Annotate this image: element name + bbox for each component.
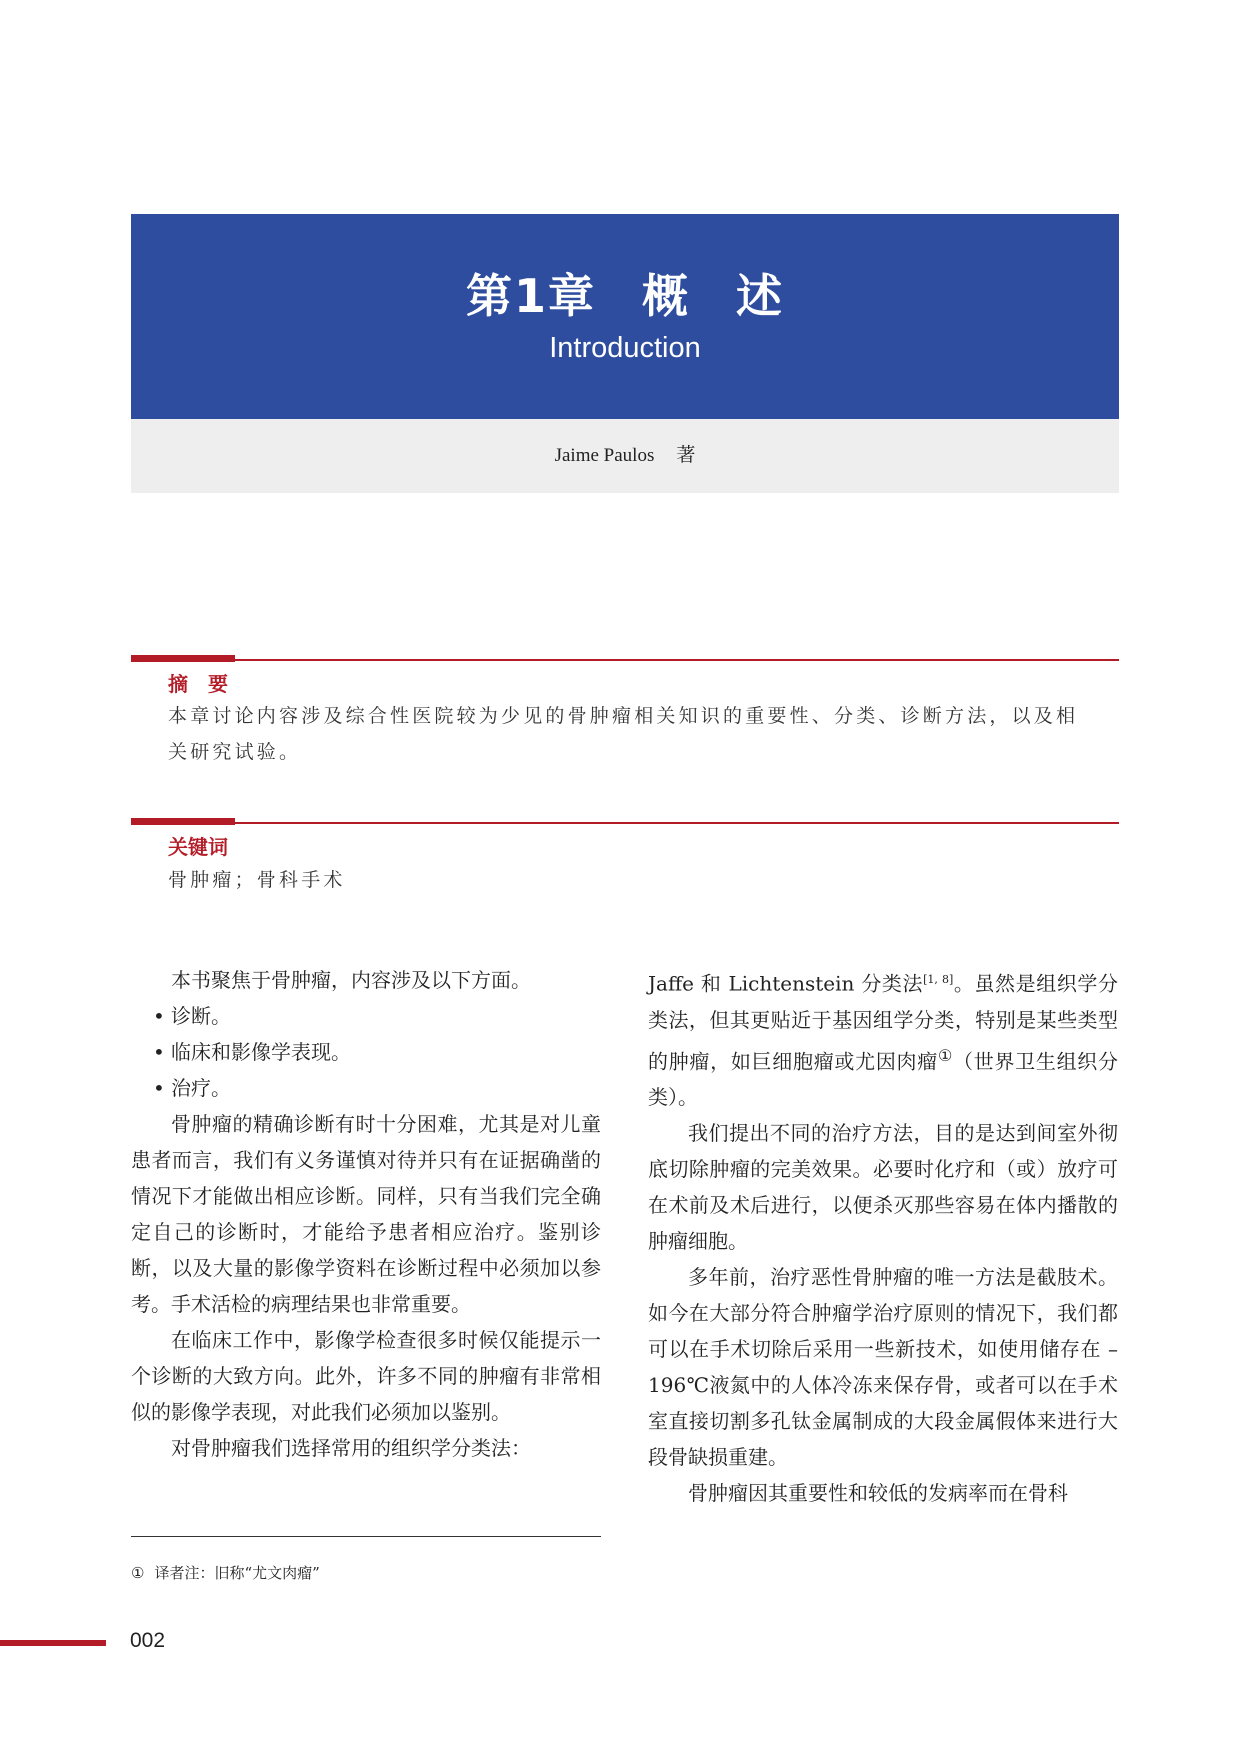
chapter-banner <box>131 214 1119 419</box>
body-paragraph: 骨肿瘤因其重要性和较低的发病率而在骨科 <box>688 1481 1068 1506</box>
page-bar <box>0 1640 106 1646</box>
author-name: Jaime Paulos <box>554 445 655 466</box>
chapter-subtitle: Introduction <box>549 332 701 364</box>
intro-paragraph: 本书聚焦于骨肿瘤，内容涉及以下方面。 <box>171 968 531 992</box>
footnote-rule <box>131 1536 601 1537</box>
abstract-heading: 摘 要 <box>168 672 228 696</box>
body-paragraph: 多年前，治疗恶性骨肿瘤的唯一方法是截肢术。如今在大部分符合肿瘤学治疗原则的情况下，我们都可以在手术切除后采用一些新技术，如使用储存在 –196℃液氮中的人体冷冻来保存骨，或者可以在手术室直接切割多孔钛金属制成的大段金属假体来进行大段骨缺损重建。 <box>648 1265 1118 1470</box>
keywords-heading: 关键词 <box>168 835 228 859</box>
bullet-item: • 诊断。 <box>153 1004 231 1028</box>
abstract-text: 本章讨论内容涉及综合性医院较为少见的骨肿瘤相关知识的重要性、分类、诊断方法，以及相关研究试验。 <box>168 705 1079 763</box>
chapter-title: 第1章 概 述 <box>465 269 785 323</box>
body-paragraph: 对骨肿瘤我们选择常用的组织学分类法： <box>171 1436 531 1460</box>
author-role: 著 <box>676 445 696 466</box>
citation-ref: [1, 8] <box>923 973 954 986</box>
footnote: ① 译者注：旧称“尤文肉瘤” <box>131 1564 320 1582</box>
body-paragraph: 骨肿瘤的精确诊断有时十分困难，尤其是对儿童患者而言，我们有义务谨慎对待并只有在证据确凿的情况下才能做出相应诊断。同样，只有当我们完全确定自己的诊断时，才能给予患者相应治疗。鉴别诊断，以及大量的影像学资料在诊断过程中必须加以参考。手术活检的病理结果也非常重要。 <box>131 1112 601 1316</box>
bullet-item: • 临床和影像学表现。 <box>153 1040 351 1064</box>
body-column-right <box>648 962 1118 1511</box>
body-paragraph: 在临床工作中，影像学检查很多时候仅能提示一个诊断的大致方向。此外，许多不同的肿瘤有非常相似的影像学表现，对此我们必须加以鉴别。 <box>131 1328 601 1424</box>
author-band <box>131 419 1119 493</box>
keywords-text: 骨肿瘤；骨科手术 <box>168 869 346 891</box>
bullet-item: • 治疗。 <box>153 1076 231 1100</box>
footnote-ref: ① <box>937 1045 954 1065</box>
body-column-left <box>131 962 601 1466</box>
abstract-rule <box>131 659 1119 661</box>
keywords-rule <box>131 822 1119 824</box>
body-paragraph: 我们提出不同的治疗方法，目的是达到间室外彻底切除肿瘤的完美效果。必要时化疗和（或）放疗可在术前及术后进行，以便杀灭那些容易在体内播散的肿瘤细胞。 <box>648 1121 1118 1254</box>
body-paragraph: Jaffe 和 Lichtenstein 分类法[1, 8]。虽然是组织学分类法，但其更贴近于基因组学分类，特别是某些类型的肿瘤，如巨细胞瘤或尤因肉瘤①（世界卫生组织分类）。 <box>648 971 1119 1110</box>
page-number: 002 <box>130 1629 166 1652</box>
